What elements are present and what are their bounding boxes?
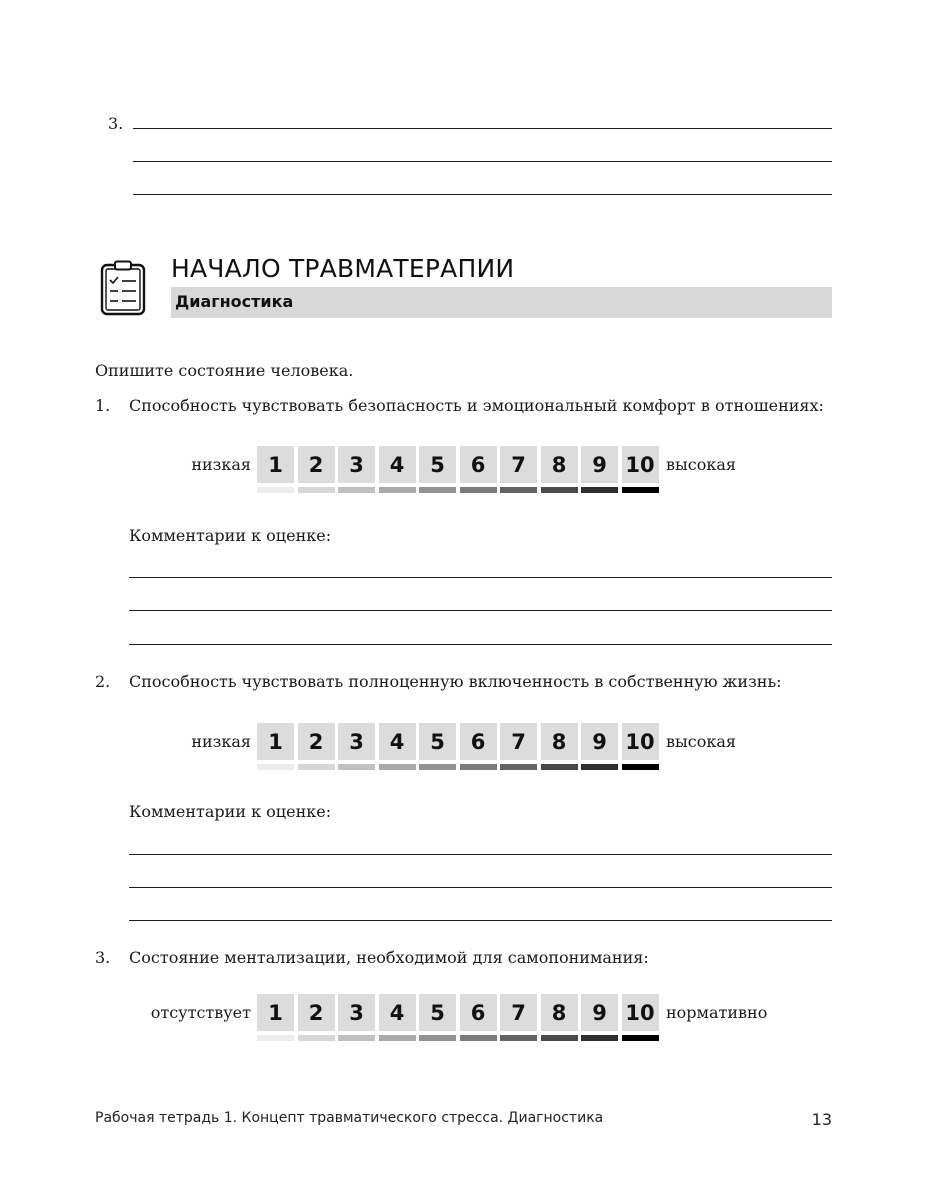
rating-option-6[interactable]: 6 — [460, 723, 497, 760]
rating-option-7[interactable]: 7 — [500, 446, 537, 483]
rating-option-3[interactable]: 3 — [338, 994, 375, 1031]
rating-option-9[interactable]: 9 — [581, 446, 618, 483]
comment-line[interactable] — [129, 887, 832, 888]
rating-intensity-bar — [500, 764, 537, 770]
rating-option-6[interactable]: 6 — [460, 446, 497, 483]
intro-text: Опишите состояние человека. — [95, 361, 354, 380]
rating-option-10[interactable]: 10 — [622, 446, 659, 483]
rating-option-1[interactable]: 1 — [257, 446, 294, 483]
rating-option-9[interactable]: 9 — [581, 994, 618, 1031]
comment-line[interactable] — [129, 610, 832, 611]
rating-option-8[interactable]: 8 — [541, 446, 578, 483]
scale-low-label: низкая — [191, 732, 251, 751]
rating-option-5[interactable]: 5 — [419, 446, 456, 483]
question-number: 1. — [95, 396, 111, 415]
question-text: Способность чувствовать полноценную включенность в собственную жизнь: — [129, 672, 782, 691]
rating-option-10[interactable]: 10 — [622, 994, 659, 1031]
rating-option-7[interactable]: 7 — [500, 723, 537, 760]
rating-scale — [0, 446, 927, 506]
footer-text: Рабочая тетрадь 1. Концепт травматического стресса. Диагностика — [95, 1110, 604, 1126]
question-text: Способность чувствовать безопасность и эмоциональный комфорт в отношениях: — [129, 396, 824, 415]
rating-intensity-bar — [541, 487, 578, 493]
rating-intensity-bar — [622, 1035, 659, 1041]
question-text: Состояние ментализации, необходимой для самопонимания: — [129, 948, 649, 967]
scale-high-label: высокая — [666, 732, 736, 751]
rating-option-6[interactable]: 6 — [460, 994, 497, 1031]
rating-intensity-bar — [622, 487, 659, 493]
rating-intensity-bar — [257, 764, 294, 770]
comment-line[interactable] — [129, 577, 832, 578]
rating-option-4[interactable]: 4 — [379, 994, 416, 1031]
comment-label: Комментарии к оценке: — [129, 526, 332, 545]
comment-line[interactable] — [129, 920, 832, 921]
clipboard-checklist-icon — [100, 260, 146, 316]
rating-intensity-bar — [419, 764, 456, 770]
rating-scale — [0, 994, 927, 1054]
rating-option-8[interactable]: 8 — [541, 723, 578, 760]
scale-high-label: нормативно — [666, 1003, 768, 1022]
rating-intensity-bar — [541, 764, 578, 770]
rating-intensity-bar — [500, 1035, 537, 1041]
question-number: 2. — [95, 672, 111, 691]
section-subtitle: Диагностика — [175, 292, 294, 311]
rating-intensity-bar — [581, 487, 618, 493]
rating-intensity-bar — [581, 1035, 618, 1041]
rating-option-2[interactable]: 2 — [298, 723, 335, 760]
question-number: 3. — [95, 948, 111, 967]
rating-intensity-bar — [338, 764, 375, 770]
rating-intensity-bar — [338, 487, 375, 493]
scale-low-label: низкая — [191, 455, 251, 474]
answer-line[interactable] — [133, 128, 832, 129]
comment-line[interactable] — [129, 644, 832, 645]
rating-intensity-bar — [500, 487, 537, 493]
rating-intensity-bar — [379, 1035, 416, 1041]
rating-option-2[interactable]: 2 — [298, 446, 335, 483]
page-number: 13 — [811, 1110, 832, 1129]
rating-scale — [0, 723, 927, 783]
rating-intensity-bar — [257, 487, 294, 493]
rating-intensity-bar — [338, 1035, 375, 1041]
section-subtitle-bar — [171, 287, 832, 318]
rating-option-9[interactable]: 9 — [581, 723, 618, 760]
rating-intensity-bar — [298, 764, 335, 770]
scale-low-label: отсутствует — [150, 1003, 251, 1022]
rating-option-3[interactable]: 3 — [338, 446, 375, 483]
rating-intensity-bar — [298, 1035, 335, 1041]
scale-high-label: высокая — [666, 455, 736, 474]
section-title: НАЧАЛО ТРАВМАТЕРАПИИ — [171, 254, 515, 283]
rating-option-8[interactable]: 8 — [541, 994, 578, 1031]
rating-intensity-bar — [622, 764, 659, 770]
rating-option-4[interactable]: 4 — [379, 723, 416, 760]
rating-option-4[interactable]: 4 — [379, 446, 416, 483]
rating-intensity-bar — [460, 764, 497, 770]
rating-intensity-bar — [460, 1035, 497, 1041]
comment-label: Комментарии к оценке: — [129, 802, 332, 821]
rating-intensity-bar — [298, 487, 335, 493]
rating-option-3[interactable]: 3 — [338, 723, 375, 760]
rating-intensity-bar — [460, 487, 497, 493]
rating-option-1[interactable]: 1 — [257, 994, 294, 1031]
rating-intensity-bar — [541, 1035, 578, 1041]
item-number: 3. — [108, 114, 124, 133]
rating-intensity-bar — [379, 487, 416, 493]
rating-intensity-bar — [419, 1035, 456, 1041]
rating-option-1[interactable]: 1 — [257, 723, 294, 760]
rating-intensity-bar — [581, 764, 618, 770]
rating-option-10[interactable]: 10 — [622, 723, 659, 760]
rating-option-5[interactable]: 5 — [419, 723, 456, 760]
rating-intensity-bar — [257, 1035, 294, 1041]
rating-option-5[interactable]: 5 — [419, 994, 456, 1031]
rating-intensity-bar — [379, 764, 416, 770]
answer-line[interactable] — [133, 194, 832, 195]
rating-option-7[interactable]: 7 — [500, 994, 537, 1031]
rating-option-2[interactable]: 2 — [298, 994, 335, 1031]
comment-line[interactable] — [129, 854, 832, 855]
answer-line[interactable] — [133, 161, 832, 162]
rating-intensity-bar — [419, 487, 456, 493]
